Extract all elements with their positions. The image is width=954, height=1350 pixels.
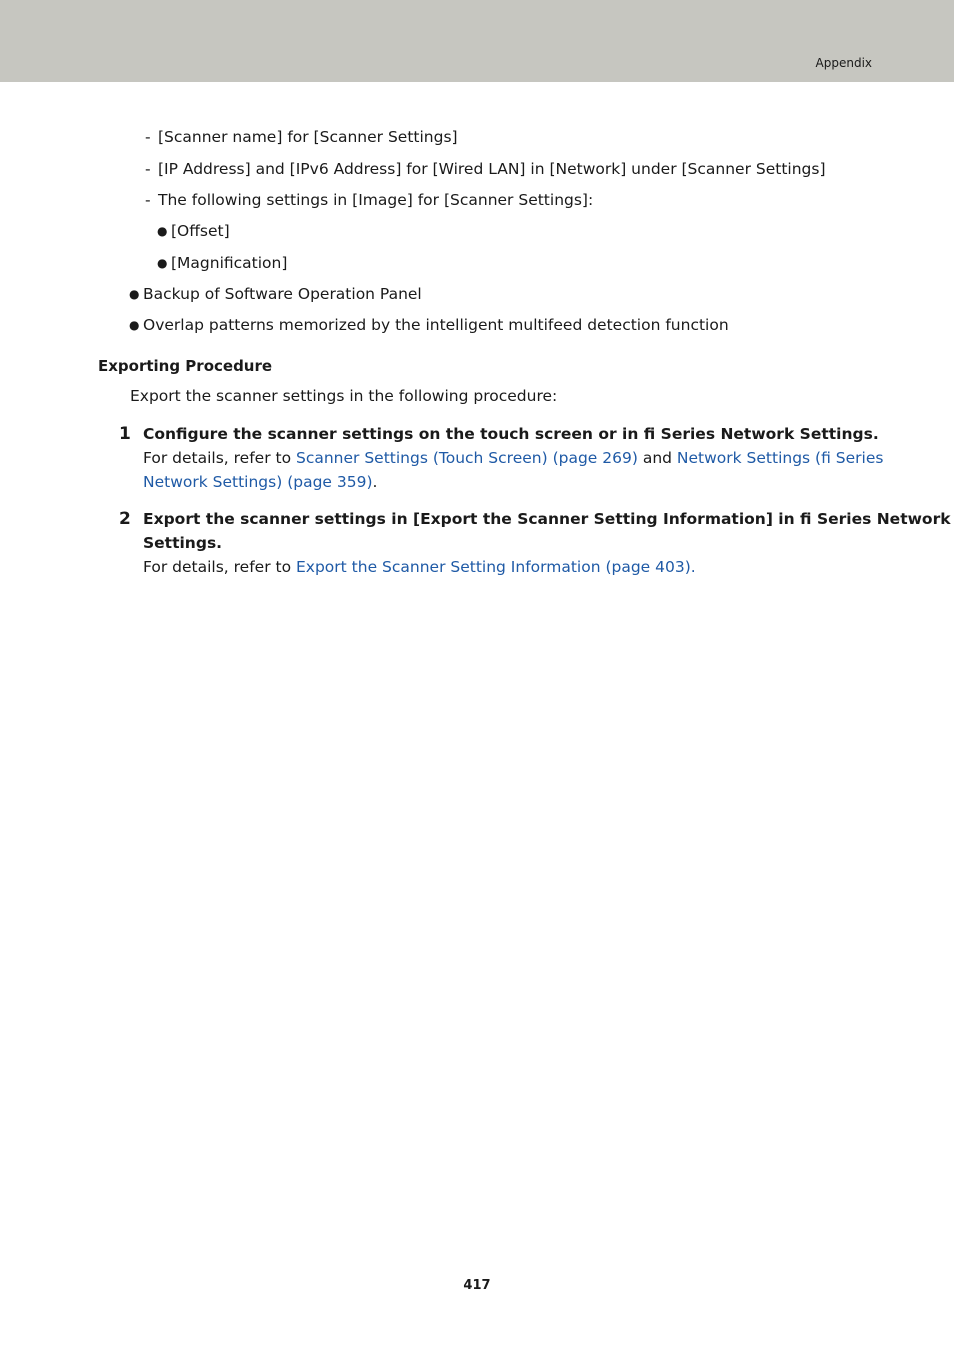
dash-item-text: [Scanner name] for [Scanner Settings] [158, 128, 458, 146]
dash-item: - [IP Address] and [IPv6 Address] for [Wired LAN] in [Network] under [Scanner Settings] [145, 160, 826, 178]
bullet-item [129, 315, 729, 335]
section-title: Appendix [815, 56, 872, 70]
step-instruction-continued: Settings. [143, 534, 223, 552]
step-instruction: Export the scanner settings in [Export the Scanner Setting Information] in fi Series Network [143, 510, 951, 528]
step-number: 1 [119, 424, 131, 444]
step-details: For details, refer to Scanner Settings (Touch Screen) (page 269) and Network Settings (fi Series [143, 449, 884, 467]
bullet-item [129, 284, 422, 304]
step-details-continued: Network Settings) (page 359). [143, 473, 378, 491]
sub-bullet-item [157, 253, 287, 273]
link-network-settings-continued[interactable]: Network Settings) (page 359) [143, 473, 373, 491]
bullet-icon: ● [129, 318, 140, 332]
dash-item: - [Scanner name] for [Scanner Settings] [145, 128, 458, 146]
dash-item-text: The following settings in [Image] for [Scanner Settings]: [158, 191, 594, 209]
link-export-scanner-setting-information[interactable]: Export the Scanner Setting Information (page 403). [296, 558, 696, 576]
link-network-settings[interactable]: Network Settings (fi Series [676, 449, 884, 467]
step-details: For details, refer to Export the Scanner Setting Information (page 403). [143, 558, 696, 576]
bullet-text: Backup of Software Operation Panel [143, 285, 422, 303]
intro-text: Export the scanner settings in the following procedure: [130, 387, 558, 405]
bullet-icon: ● [157, 256, 168, 270]
bullet-icon: ● [157, 224, 168, 238]
sub-bullet-item [157, 221, 230, 241]
step-number: 2 [119, 509, 131, 529]
bullet-icon: ● [129, 287, 140, 301]
sub-bullet-text: [Offset] [171, 222, 230, 240]
dash-item: - The following settings in [Image] for [Scanner Settings]: [145, 191, 594, 209]
link-scanner-settings-touch-screen[interactable]: Scanner Settings (Touch Screen) (page 269) [296, 449, 638, 467]
section-heading: Exporting Procedure [98, 357, 273, 375]
dash-item-text: [IP Address] and [IPv6 Address] for [Wired LAN] in [Network] under [Scanner Settings] [158, 160, 826, 178]
bullet-text: Overlap patterns memorized by the intelligent multifeed detection function [143, 316, 729, 334]
step-instruction: Configure the scanner settings on the touch screen or in fi Series Network Settings. [143, 425, 879, 443]
sub-bullet-text: [Magnification] [171, 254, 288, 272]
page-number: 417 [463, 1278, 491, 1293]
header-band [0, 0, 954, 82]
